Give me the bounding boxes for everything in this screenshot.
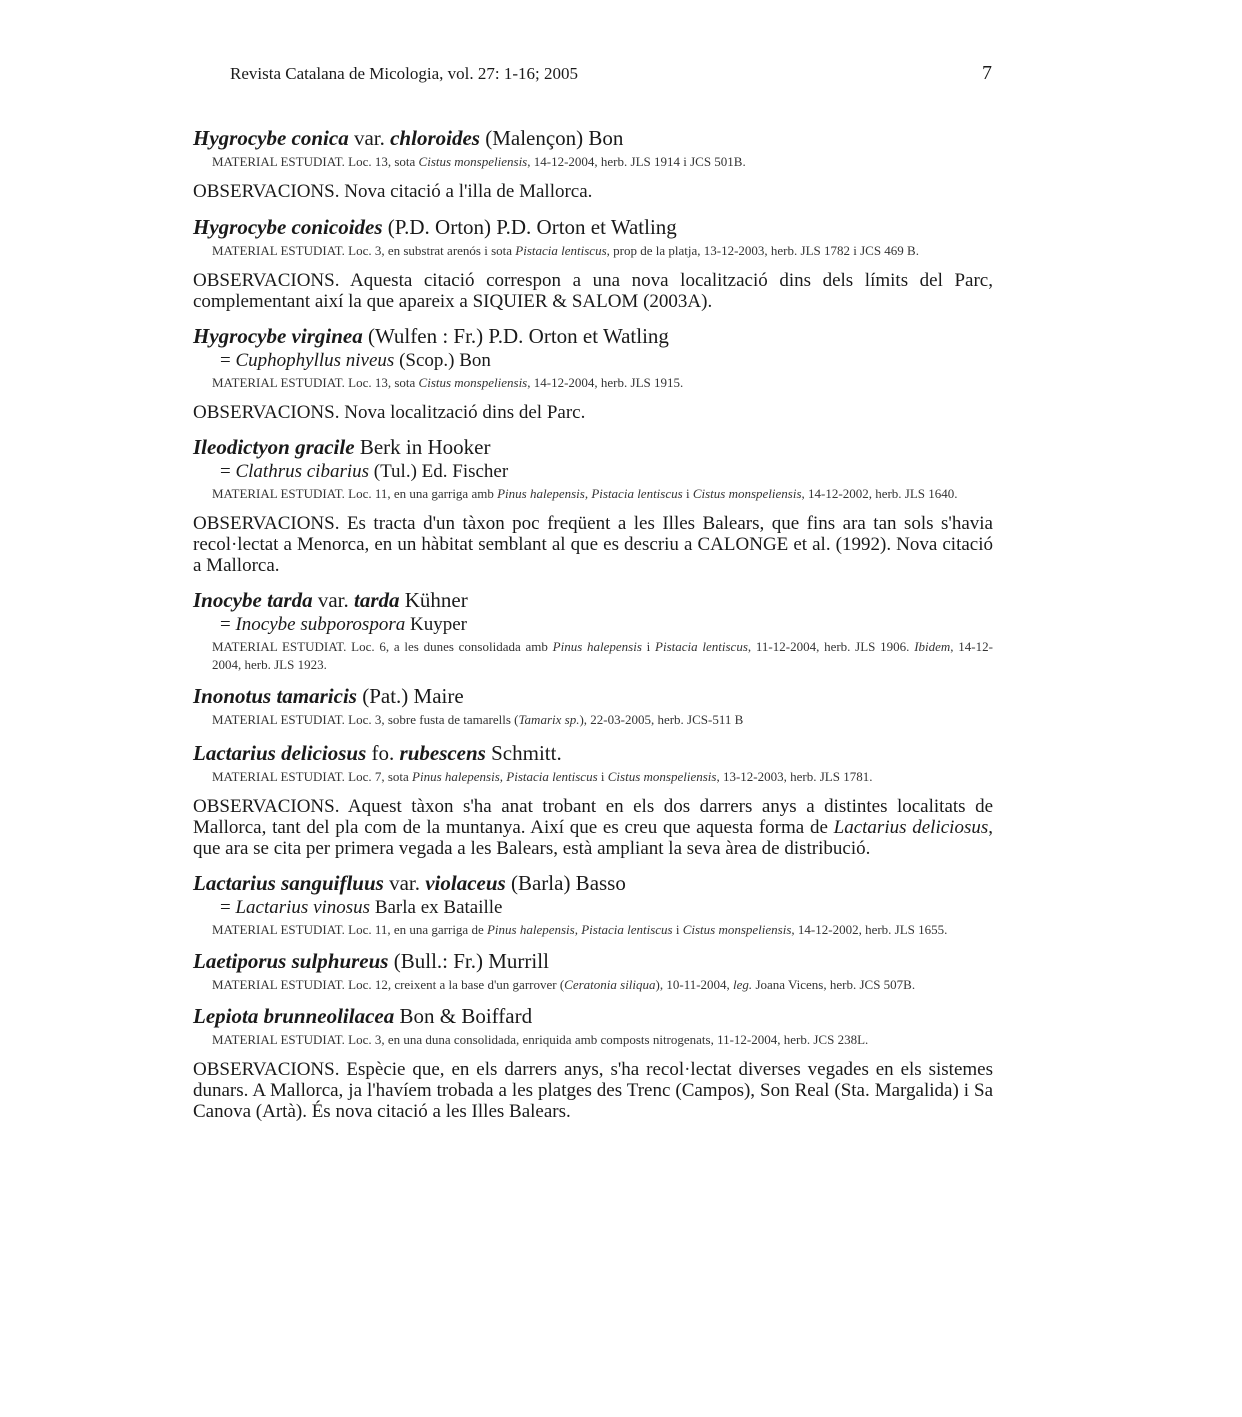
material-text: , prop de la platja, 13-12-2003, herb. JLS 1782 i JCS 469 B.	[606, 243, 919, 258]
observation-text: , que ara se cita per primera vegada a les Balears, està ampliant la seva àrea de distribució.	[193, 817, 993, 859]
synonym-line	[193, 613, 993, 636]
italic-text: Pistacia lentiscus	[515, 243, 607, 258]
observation-text: OBSERVACIONS. Aquesta citació correspon a una nova localització dins dels límits del Parc, complementant així la que apareix a SIQUIER & SALOM (2003A).	[193, 270, 993, 312]
species-entry	[193, 871, 993, 939]
synonym-line	[193, 460, 993, 483]
authority-text: var.	[383, 871, 426, 895]
material-text: ), 10-11-2004,	[655, 977, 734, 992]
italic-text: Pinus halepensis, Pistacia lentiscus	[412, 769, 598, 784]
observations	[193, 796, 993, 859]
synonym-prefix: =	[220, 897, 236, 918]
synonym-authority: (Tul.) Ed. Fischer	[369, 461, 509, 482]
material-studied	[193, 374, 993, 392]
observations	[193, 1059, 993, 1122]
species-entry	[193, 435, 993, 576]
italic-text: Tamarix sp.	[518, 712, 580, 727]
species-entry	[193, 1004, 993, 1122]
observations	[193, 513, 993, 576]
italic-text: Ibidem	[914, 639, 951, 654]
synonym-line	[193, 896, 993, 919]
material-text: i	[597, 769, 608, 784]
running-head: Revista Catalana de Micologia, vol. 27: 1-16; 2005	[230, 64, 578, 83]
material-text: MATERIAL ESTUDIAT. Loc. 12, creixent a la base d'un garrover (	[212, 977, 565, 992]
synonym-prefix: =	[220, 350, 236, 371]
taxon-name: violaceus	[425, 871, 506, 895]
article-body	[193, 126, 993, 1132]
species-heading	[193, 741, 993, 766]
material-text: MATERIAL ESTUDIAT. Loc. 3, en substrat arenós i sota	[212, 243, 516, 258]
italic-text: Cistus monspeliensis	[418, 375, 528, 390]
material-text: , 13-12-2003, herb. JLS 1781.	[716, 769, 873, 784]
observations	[193, 181, 993, 202]
observation-text: OBSERVACIONS. Espècie que, en els darrers anys, s'ha recol·lectat diverses vegades en els sistemes dunars. A Mallorca, ja l'havíem trobada a les platges des Trenc (Campos), Son Real (Sta. Margalida) i Sa Canova (Artà). És nova citació a les Illes Balears.	[193, 1059, 993, 1122]
authority-text: (P.D. Orton) P.D. Orton et Watling	[382, 215, 677, 239]
italic-text: leg.	[733, 977, 753, 992]
species-heading	[193, 324, 993, 349]
material-studied	[193, 768, 993, 786]
material-studied	[193, 921, 993, 939]
italic-text: Cistus monspeliensis	[607, 769, 717, 784]
taxon-name: Hygrocybe conicoides	[193, 215, 383, 239]
observation-text: OBSERVACIONS. Aquest tàxon s'ha anat trobant en els dos darrers anys a distintes localitats de Mallorca, tant del pla com de la muntanya. Així que es creu que aquesta forma de	[193, 796, 993, 838]
synonym-line	[193, 349, 993, 372]
material-text: ), 22-03-2005, herb. JCS-511 B	[579, 712, 744, 727]
synonym-prefix: =	[220, 614, 236, 635]
material-studied	[193, 1031, 993, 1049]
species-heading	[193, 871, 993, 896]
species-entry	[193, 949, 993, 994]
material-text: MATERIAL ESTUDIAT. Loc. 11, en una garriga de	[212, 922, 487, 937]
taxon-name: Lepiota brunneolilacea	[193, 1004, 395, 1028]
material-studied	[193, 485, 993, 503]
synonym-name: Lactarius vinosus	[235, 897, 371, 918]
material-studied	[193, 242, 993, 260]
taxon-name: Lactarius sanguifluus	[193, 871, 384, 895]
material-studied	[193, 976, 993, 994]
authority-text: Berk in Hooker	[354, 435, 491, 459]
material-text: MATERIAL ESTUDIAT. Loc. 13, sota	[212, 375, 419, 390]
synonym-name: Cuphophyllus niveus	[235, 350, 395, 371]
material-studied	[193, 153, 993, 171]
taxon-name: rubescens	[399, 741, 486, 765]
material-text: MATERIAL ESTUDIAT. Loc. 7, sota	[212, 769, 413, 784]
species-entry	[193, 215, 993, 312]
italic-text: Pinus halepensis, Pistacia lentiscus	[486, 922, 673, 937]
authority-text: (Bull.: Fr.) Murrill	[388, 949, 549, 973]
species-heading	[193, 215, 993, 240]
authority-text: (Wulfen : Fr.) P.D. Orton et Watling	[362, 324, 669, 348]
authority-text: Schmitt.	[485, 741, 562, 765]
species-heading	[193, 1004, 993, 1029]
italic-text: Cistus monspeliensis	[682, 922, 792, 937]
material-text: MATERIAL ESTUDIAT. Loc. 11, en una garriga amb	[212, 486, 498, 501]
synonym-authority: Barla ex Bataille	[370, 897, 503, 918]
species-heading	[193, 684, 993, 709]
material-text: MATERIAL ESTUDIAT. Loc. 6, a les dunes consolidada amb	[212, 639, 553, 654]
species-entry	[193, 684, 993, 729]
synonym-name: Inocybe subporospora	[235, 614, 406, 635]
italic-text: Pinus halepensis	[552, 639, 642, 654]
species-entry	[193, 741, 993, 859]
taxon-name: Lactarius deliciosus	[193, 741, 367, 765]
italic-text: Lactarius deliciosus	[833, 817, 989, 838]
authority-text: Bon & Boiffard	[394, 1004, 533, 1028]
material-text: , 14-12-2004, herb. JLS 1914 i JCS 501B.	[527, 154, 746, 169]
authority-text: (Pat.) Maire	[356, 684, 464, 708]
material-text: i	[641, 639, 656, 654]
synonym-authority: (Scop.) Bon	[394, 350, 491, 371]
taxon-name: Ileodictyon gracile	[193, 435, 355, 459]
authority-text: var.	[348, 126, 391, 150]
observations	[193, 402, 993, 423]
material-text: MATERIAL ESTUDIAT. Loc. 3, en una duna consolidada, enriquida amb composts nitrogenats, 11-12-2004, herb. JCS 238L.	[212, 1032, 869, 1047]
taxon-name: chloroides	[390, 126, 480, 150]
material-text: , 14-12-2004, herb. JLS 1915.	[527, 375, 684, 390]
species-heading	[193, 588, 993, 613]
taxon-name: Laetiporus sulphureus	[193, 949, 389, 973]
observation-text: OBSERVACIONS. Nova citació a l'illa de Mallorca.	[193, 181, 593, 202]
taxon-name: Inonotus tamaricis	[193, 684, 357, 708]
taxon-name: Hygrocybe conica	[193, 126, 349, 150]
species-entry	[193, 588, 993, 674]
taxon-name: tarda	[353, 588, 400, 612]
material-text: i	[682, 486, 693, 501]
observation-text: OBSERVACIONS. Nova localització dins del Parc.	[193, 402, 586, 423]
synonym-name: Clathrus cibarius	[235, 461, 370, 482]
material-text: , 14-12-2002, herb. JLS 1640.	[801, 486, 958, 501]
italic-text: Cistus monspeliensis	[418, 154, 528, 169]
material-text: , 14-12-2004, herb. JLS 1923.	[212, 639, 993, 672]
italic-text: Cistus monspeliensis	[692, 486, 802, 501]
material-text: , 14-12-2002, herb. JLS 1655.	[791, 922, 948, 937]
material-text: Joana Vicens, herb. JCS 507B.	[752, 977, 916, 992]
taxon-name: Inocybe tarda	[193, 588, 313, 612]
material-text: MATERIAL ESTUDIAT. Loc. 13, sota	[212, 154, 419, 169]
material-text: i	[672, 922, 683, 937]
authority-text: Kühner	[399, 588, 468, 612]
material-studied	[193, 638, 993, 674]
taxon-name: Hygrocybe virginea	[193, 324, 363, 348]
authority-text: (Malençon) Bon	[479, 126, 624, 150]
authority-text: fo.	[366, 741, 400, 765]
species-entry	[193, 126, 993, 202]
species-entry	[193, 324, 993, 423]
species-heading	[193, 126, 993, 151]
page-number: 7	[982, 62, 992, 84]
material-studied	[193, 711, 993, 729]
species-heading	[193, 435, 993, 460]
italic-text: Pinus halepensis, Pistacia lentiscus	[497, 486, 683, 501]
italic-text: Ceratonia siliqua	[564, 977, 656, 992]
italic-text: Pistacia lentiscus	[655, 639, 748, 654]
synonym-authority: Kuyper	[405, 614, 467, 635]
observation-text: OBSERVACIONS. Es tracta d'un tàxon poc freqüent a les Illes Balears, que fins ara tan sols s'havia recol·lectat a Menorca, en un hàbitat semblant al que es descriu a CALONGE et al. (1992). Nova citació a Mallorca.	[193, 513, 993, 576]
material-text: MATERIAL ESTUDIAT. Loc. 3, sobre fusta de tamarells (	[212, 712, 519, 727]
authority-text: var.	[312, 588, 354, 612]
species-heading	[193, 949, 993, 974]
material-text: , 11-12-2004, herb. JLS 1906.	[747, 639, 915, 654]
authority-text: (Barla) Basso	[505, 871, 626, 895]
observations	[193, 270, 993, 312]
synonym-prefix: =	[220, 461, 236, 482]
